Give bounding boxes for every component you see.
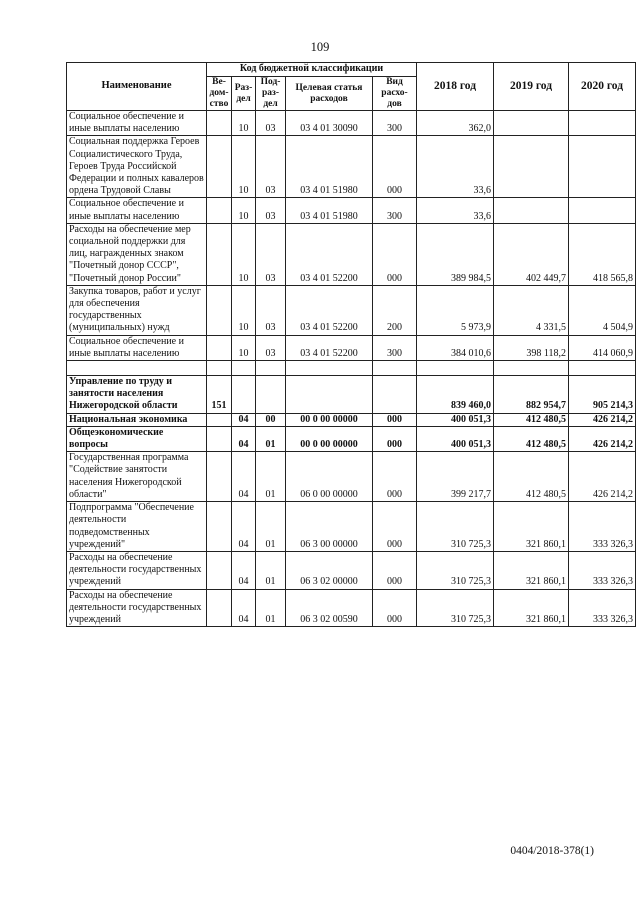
row-dept (207, 551, 232, 589)
row-kind: 300 (373, 198, 417, 223)
row-kind: 000 (373, 413, 417, 426)
table-row (67, 335, 636, 360)
row-kind (373, 361, 417, 376)
row-name: Управление по труду и занятости населения Нижегородской области (67, 376, 207, 414)
row-dept (207, 285, 232, 335)
row-name: Подпрограмма "Обеспечение деятельности подведомственных учреждений" (67, 502, 207, 552)
row-target: 03 4 01 51980 (286, 198, 373, 223)
row-target: 00 0 00 00000 (286, 413, 373, 426)
table-row (67, 111, 636, 136)
header-classification-group: Код бюджетной классификации (207, 63, 417, 77)
table-row (67, 198, 636, 223)
row-kind: 000 (373, 502, 417, 552)
row-name: Расходы на обеспечение деятельности государственных учреждений (67, 551, 207, 589)
row-dept (207, 111, 232, 136)
row-2018: 400 051,3 (417, 413, 494, 426)
row-2018: 362,0 (417, 111, 494, 136)
row-subsection (256, 361, 286, 376)
row-2018: 839 460,0 (417, 376, 494, 414)
row-2019: 402 449,7 (494, 223, 569, 285)
row-dept (207, 361, 232, 376)
row-kind (373, 376, 417, 414)
row-section (232, 361, 256, 376)
row-dept (207, 335, 232, 360)
row-section: 10 (232, 285, 256, 335)
row-target: 06 3 02 00590 (286, 589, 373, 627)
row-section (232, 376, 256, 414)
row-2020: 333 326,3 (569, 502, 636, 552)
row-subsection: 01 (256, 426, 286, 451)
row-2019: 4 331,5 (494, 285, 569, 335)
row-kind: 000 (373, 136, 417, 198)
row-2019: 321 860,1 (494, 502, 569, 552)
row-2018: 310 725,3 (417, 551, 494, 589)
row-section: 10 (232, 335, 256, 360)
row-subsection: 01 (256, 589, 286, 627)
row-name: Социальное обеспечение и иные выплаты населению (67, 198, 207, 223)
row-target: 03 4 01 52200 (286, 335, 373, 360)
row-kind: 300 (373, 335, 417, 360)
table-row (67, 376, 636, 414)
row-target: 03 4 01 52200 (286, 223, 373, 285)
header-2020: 2020 год (569, 63, 636, 111)
header-name: Наименование (67, 63, 207, 111)
row-subsection: 03 (256, 223, 286, 285)
table-row (67, 413, 636, 426)
row-target: 06 3 00 00000 (286, 502, 373, 552)
row-dept (207, 136, 232, 198)
row-name: Закупка товаров, работ и услуг для обеспечения государственных (муниципальных) нужд (67, 285, 207, 335)
row-kind: 000 (373, 426, 417, 451)
row-2020 (569, 136, 636, 198)
row-2018: 400 051,3 (417, 426, 494, 451)
row-2020: 426 214,2 (569, 426, 636, 451)
spacer-row (67, 361, 636, 376)
row-2018: 310 725,3 (417, 502, 494, 552)
row-2020 (569, 361, 636, 376)
row-subsection: 03 (256, 198, 286, 223)
row-subsection: 03 (256, 136, 286, 198)
budget-table (66, 62, 636, 627)
row-name: Расходы на обеспечение мер социальной поддержки для лиц, награжденных знаком "Почетный донор СССР", "Почетный донор России" (67, 223, 207, 285)
row-2020: 426 214,2 (569, 413, 636, 426)
table-body (67, 111, 636, 627)
row-2018 (417, 361, 494, 376)
row-2020: 414 060,9 (569, 335, 636, 360)
row-subsection: 01 (256, 452, 286, 502)
header-2018: 2018 год (417, 63, 494, 111)
table-row (67, 136, 636, 198)
row-2020 (569, 111, 636, 136)
row-dept (207, 589, 232, 627)
row-2018: 33,6 (417, 136, 494, 198)
row-2019: 882 954,7 (494, 376, 569, 414)
row-target (286, 361, 373, 376)
row-kind: 000 (373, 223, 417, 285)
row-name: Национальная экономика (67, 413, 207, 426)
table-row (67, 223, 636, 285)
row-name: Социальное обеспечение и иные выплаты населению (67, 111, 207, 136)
table-row (67, 426, 636, 451)
table-row (67, 589, 636, 627)
row-2018: 5 973,9 (417, 285, 494, 335)
row-2018: 33,6 (417, 198, 494, 223)
row-section: 10 (232, 136, 256, 198)
row-subsection: 01 (256, 502, 286, 552)
row-2018: 399 217,7 (417, 452, 494, 502)
row-dept (207, 413, 232, 426)
row-2020: 333 326,3 (569, 589, 636, 627)
row-dept (207, 452, 232, 502)
row-2019 (494, 361, 569, 376)
header-section: Раз-дел (232, 77, 256, 111)
row-section: 04 (232, 426, 256, 451)
row-kind: 000 (373, 452, 417, 502)
row-2018: 384 010,6 (417, 335, 494, 360)
row-section: 04 (232, 502, 256, 552)
table-row (67, 285, 636, 335)
row-2019: 412 480,5 (494, 452, 569, 502)
row-dept: 151 (207, 376, 232, 414)
row-section: 10 (232, 111, 256, 136)
row-name: Социальное обеспечение и иные выплаты населению (67, 335, 207, 360)
row-name (67, 361, 207, 376)
row-2020: 426 214,2 (569, 452, 636, 502)
header-kind: Вид расхо-дов (373, 77, 417, 111)
document-code: 0404/2018-378(1) (510, 845, 594, 857)
row-subsection: 03 (256, 285, 286, 335)
row-target: 06 3 02 00000 (286, 551, 373, 589)
row-dept (207, 502, 232, 552)
page-number: 109 (310, 40, 330, 54)
header-target: Целевая статья расходов (286, 77, 373, 111)
row-section: 10 (232, 223, 256, 285)
row-2019 (494, 111, 569, 136)
table-row (67, 452, 636, 502)
table-row (67, 502, 636, 552)
row-subsection: 00 (256, 413, 286, 426)
row-target: 03 4 01 52200 (286, 285, 373, 335)
row-2019: 412 480,5 (494, 426, 569, 451)
row-section: 04 (232, 452, 256, 502)
row-section: 04 (232, 551, 256, 589)
row-dept (207, 198, 232, 223)
row-target: 06 0 00 00000 (286, 452, 373, 502)
row-2020: 905 214,3 (569, 376, 636, 414)
row-section: 10 (232, 198, 256, 223)
header-2019: 2019 год (494, 63, 569, 111)
row-2020: 333 326,3 (569, 551, 636, 589)
row-2019: 321 860,1 (494, 551, 569, 589)
row-2019: 398 118,2 (494, 335, 569, 360)
row-2019 (494, 198, 569, 223)
row-dept (207, 426, 232, 451)
row-target: 03 4 01 30090 (286, 111, 373, 136)
row-subsection: 03 (256, 111, 286, 136)
row-2020 (569, 198, 636, 223)
row-kind: 000 (373, 589, 417, 627)
row-name: Государственная программа "Содействие занятости населения Нижегородской области" (67, 452, 207, 502)
table-row (67, 551, 636, 589)
row-2018: 389 984,5 (417, 223, 494, 285)
row-section: 04 (232, 413, 256, 426)
row-dept (207, 223, 232, 285)
row-subsection (256, 376, 286, 414)
header-subsection: Под-раз-дел (256, 77, 286, 111)
row-target (286, 376, 373, 414)
row-name: Социальная поддержка Героев Социалистического Труда, Героев Труда Российской Федерации и полных кавалеров ордена Трудовой Славы (67, 136, 207, 198)
row-target: 00 0 00 00000 (286, 426, 373, 451)
row-kind: 200 (373, 285, 417, 335)
row-2020: 4 504,9 (569, 285, 636, 335)
header-dept: Ве-дом-ство (207, 77, 232, 111)
row-2020: 418 565,8 (569, 223, 636, 285)
row-subsection: 01 (256, 551, 286, 589)
row-subsection: 03 (256, 335, 286, 360)
row-kind: 000 (373, 551, 417, 589)
row-kind: 300 (373, 111, 417, 136)
row-section: 04 (232, 589, 256, 627)
row-2018: 310 725,3 (417, 589, 494, 627)
row-target: 03 4 01 51980 (286, 136, 373, 198)
row-2019: 321 860,1 (494, 589, 569, 627)
row-2019 (494, 136, 569, 198)
row-2019: 412 480,5 (494, 413, 569, 426)
row-name: Расходы на обеспечение деятельности государственных учреждений (67, 589, 207, 627)
row-name: Общеэкономические вопросы (67, 426, 207, 451)
